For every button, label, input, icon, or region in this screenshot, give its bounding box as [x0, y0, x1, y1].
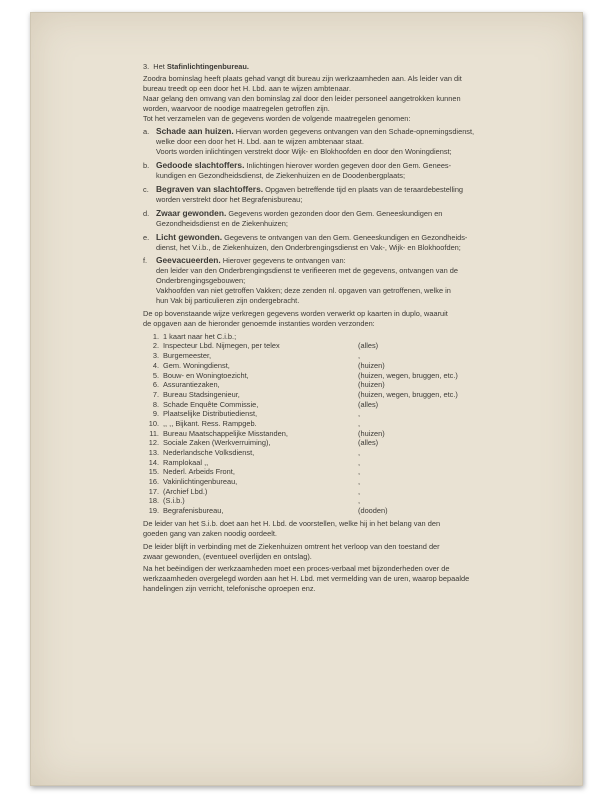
measure-line [156, 256, 555, 266]
section-title-prefix: Het [153, 62, 165, 71]
intro-line: worden, waarvoor de noodige maatregelen getroffen zijn. [143, 103, 330, 113]
recipient-row [143, 341, 555, 351]
recipient-scope: (dooden) [358, 506, 388, 516]
measure-heading: Zwaar gewonden. [156, 207, 227, 218]
recipient-number: 17. [148, 486, 159, 496]
recipient-row [143, 390, 555, 400]
measure-text: Onderbrengingsgebouwen; [156, 276, 246, 286]
recipient-name: 1 kaart naar het C.i.b.; [163, 331, 237, 341]
intro-line: Zoodra bominslag heeft plaats gehad vangt dit bureau zijn werkzaamheden aan. Als leider van dit [143, 73, 462, 83]
measure-item [143, 256, 555, 306]
recipient-number: 12. [148, 438, 159, 448]
recipient-number: 11. [149, 428, 159, 438]
recipient-number: 1. [152, 331, 159, 341]
measure-line [156, 266, 555, 276]
recipient-number: 9. [152, 409, 159, 419]
measure-letter: a. [143, 127, 150, 137]
measure-body [156, 256, 555, 306]
measure-item [143, 233, 555, 253]
distribution-intro [143, 309, 555, 329]
measure-text: welke door een door het H. Lbd. aan te wijzen ambtenaar staat. [156, 137, 364, 147]
recipient-scope: , [358, 467, 361, 477]
measure-text: Inlichtingen hierover worden gegeven door den Gem. Genees- [246, 161, 452, 171]
closing-line: goeden gang van zaken noodig oordeelt. [143, 528, 277, 538]
recipient-row [143, 419, 555, 429]
recipient-name: Nederl. Arbeids Front, [163, 467, 235, 477]
closing-paragraph [143, 519, 555, 539]
recipient-name: Bouw- en Woningtoezicht, [163, 370, 249, 380]
measure-item [143, 127, 555, 157]
section-heading [143, 62, 555, 72]
measure-text: den leider van den Onderbrengingsdienst te verifieeren met de gegevens, ontvangen van de [156, 266, 458, 276]
recipient-scope: (huizen, wegen, bruggen, etc.) [358, 370, 458, 380]
measure-body [156, 209, 555, 229]
measure-letter: d. [143, 208, 150, 218]
closing-line: De leider van het S.i.b. doet aan het H. Lbd. de voorstellen, welke hij in het belang van den [143, 518, 441, 528]
measure-text: kundigen en Gezondheidsdienst, de Ziekenhuizen en de Doodenbergplaats; [156, 171, 406, 181]
closing-paragraphs [143, 519, 555, 594]
measure-line [156, 286, 555, 296]
recipient-number: 15. [148, 467, 159, 477]
recipient-row [143, 371, 555, 381]
recipient-number: 4. [152, 360, 159, 370]
recipient-name: Begrafenisbureau, [163, 506, 224, 516]
measure-letter: b. [143, 161, 150, 171]
recipient-name: Inspecteur Lbd. Nijmegen, per telex [163, 341, 280, 351]
recipient-row [143, 400, 555, 410]
intro-paragraph [143, 74, 555, 124]
section-title: Stafinlichtingenbureau. [166, 62, 249, 71]
recipient-number: 6. [152, 380, 159, 390]
closing-paragraph [143, 542, 555, 562]
recipient-row [143, 429, 555, 439]
intro-line: bureau treedt op een door het H. Lbd. aan te wijzen ambtenaar. [143, 83, 351, 93]
recipient-row [143, 467, 555, 477]
closing-line: zwaar gewonden, (eventueel overlijden en ontslag). [143, 551, 312, 561]
measure-line [156, 185, 555, 195]
recipient-row [143, 380, 555, 390]
measure-item [143, 185, 555, 205]
closing-line: De leider blijft in verbinding met de Ziekenhuizen omtrent het verloop van den toestand der [143, 541, 440, 551]
recipient-scope: (huizen) [358, 428, 385, 438]
measure-letter: c. [143, 184, 149, 194]
measure-text: Gegevens worden gezonden door den Gem. Geneeskundigen en [228, 208, 443, 218]
recipient-row [143, 351, 555, 361]
recipient-scope: (huizen, wegen, bruggen, etc.) [358, 389, 458, 399]
recipient-name: Ramplokaal ,, [163, 457, 209, 467]
recipient-row [143, 361, 555, 371]
recipient-name: (S.i.b.) [163, 496, 185, 506]
measure-line [156, 137, 555, 147]
document-page [30, 12, 583, 786]
recipient-row [143, 506, 555, 516]
recipient-name: Assurantiezaken, [163, 380, 220, 390]
measure-line [156, 243, 555, 253]
recipient-number: 16. [148, 477, 159, 487]
recipient-number: 2. [152, 341, 159, 351]
measure-text: worden verstrekt door het Begrafenisbureau; [156, 194, 303, 204]
measure-text: Vakhoofden van niet getroffen Vakken; deze zenden nl. opgaven van getroffenen, welke in [156, 286, 451, 296]
recipient-name: Burgemeester, [163, 351, 212, 361]
recipient-scope: , [358, 418, 361, 428]
measure-line [156, 161, 555, 171]
measure-item [143, 161, 555, 181]
recipient-scope: , [358, 496, 361, 506]
recipient-scope: (huizen) [358, 380, 385, 390]
recipient-scope: , [358, 409, 361, 419]
recipient-scope: , [358, 457, 361, 467]
recipient-scope: , [358, 477, 361, 487]
measure-text: Hiervan worden gegevens ontvangen van den Schade-opnemingsdienst, [235, 127, 475, 137]
recipient-number: 19. [148, 506, 159, 516]
measure-item [143, 209, 555, 229]
measure-line [156, 219, 555, 229]
measure-line [156, 276, 555, 286]
recipient-scope: , [358, 486, 361, 496]
measure-text: hun Vak bij particulieren zijn ondergebracht. [156, 296, 300, 306]
recipient-number: 7. [152, 389, 159, 399]
measure-line [156, 195, 555, 205]
recipient-name: (Archief Lbd.) [163, 486, 208, 496]
measure-line [156, 127, 555, 137]
measure-text: Gegevens te ontvangen van den Gem. Geneeskundigen en Gezondheids- [224, 232, 468, 242]
recipient-number: 5. [152, 370, 159, 380]
measure-text: Hierover gegevens te ontvangen van: [222, 256, 346, 266]
recipient-scope: (alles) [358, 341, 379, 351]
recipient-name: Plaatselijke Distributiedienst, [163, 409, 258, 419]
document-text [143, 62, 555, 594]
intro-line: Tot het verzamelen van de gegevens worden de volgende maatregelen genomen: [143, 113, 411, 123]
recipient-name: Bureau Maatschappelijke Misstanden, [163, 428, 288, 438]
measure-line [156, 233, 555, 243]
intro-line: Naar gelang den omvang van den bominslag zal door den leider personeel aangetrokken kunnen [143, 93, 461, 103]
recipient-row [143, 496, 555, 506]
measure-body [156, 127, 555, 157]
measure-heading: Schade aan huizen. [156, 126, 234, 137]
recipient-name: Sociale Zaken (Werkverruiming), [163, 438, 271, 448]
recipient-number: 13. [148, 448, 159, 457]
measure-text: Voorts worden inlichtingen verstrekt door Wijk- en Blokhoofden en door den Woningdienst; [156, 147, 452, 157]
recipient-number: 8. [152, 399, 159, 409]
section-number: 3. [143, 62, 150, 71]
measure-line [156, 171, 555, 181]
recipient-scope: (alles) [358, 438, 379, 448]
recipient-name: ,, ,, Bijkant. Ress. Rampgeb. [163, 418, 257, 428]
recipient-name: Schade Enquête Commissie, [163, 399, 259, 409]
recipient-scope: , [358, 351, 361, 361]
recipient-row [143, 409, 555, 419]
recipient-row [143, 458, 555, 468]
measure-text: Opgaven betreffende tijd en plaats van de teraardebestelling [265, 184, 464, 194]
recipient-number: 10. [148, 418, 159, 428]
recipient-name: Bureau Stadsingenieur, [163, 389, 240, 399]
recipient-row [143, 448, 555, 458]
recipient-scope: , [358, 448, 361, 457]
recipient-name: Gem. Woningdienst, [163, 360, 230, 370]
measures-list [143, 127, 555, 306]
distribution-line: de opgaven aan de hieronder genoemde instanties worden verzonden: [143, 318, 375, 328]
recipient-number: 14. [148, 457, 159, 467]
recipient-row [143, 487, 555, 497]
recipient-scope: (alles) [358, 399, 379, 409]
measure-line [156, 209, 555, 219]
measure-letter: e. [143, 232, 150, 242]
measure-text: Gezondheidsdienst en de Ziekenhuizen; [156, 218, 288, 228]
recipient-name: Vakinlichtingenbureau, [163, 477, 238, 487]
recipient-row [143, 332, 555, 342]
recipient-row [143, 438, 555, 448]
recipient-row [143, 477, 555, 487]
recipient-number: 3. [152, 351, 159, 361]
measure-heading: Licht gewonden. [156, 231, 223, 242]
measure-body [156, 185, 555, 205]
recipient-name: Nederlandsche Volksdienst, [163, 448, 255, 457]
closing-paragraph [143, 564, 555, 594]
measure-text: dienst, het V.i.b., de Ziekenhuizen, den Onderbrengingsdienst en Vak-, Wijk- en Blokhoofden; [156, 242, 461, 252]
measure-line [156, 147, 555, 157]
distribution-line: De op bovenstaande wijze verkregen gegevens worden verwerkt op kaarten in duplo, waaruit [143, 308, 448, 318]
recipients-list [143, 332, 555, 516]
recipient-number: 18. [148, 496, 159, 506]
measure-heading: Gedoode slachtoffers. [156, 160, 245, 171]
measure-line [156, 296, 555, 306]
measure-letter: f. [143, 256, 148, 266]
closing-line: werkzaamheden overgelegd worden aan het H. Lbd. met vermelding van de uren, waarop bepaalde [143, 574, 470, 584]
measure-body [156, 161, 555, 181]
measure-heading: Begraven van slachtoffers. [156, 183, 264, 194]
closing-line: handelingen zijn verricht, telefonische oproepen enz. [143, 584, 316, 594]
closing-line: Na het beëindigen der werkzaamheden moet een proces-verbaal met bijzonderheden over de [143, 564, 450, 574]
measure-body [156, 233, 555, 253]
recipient-scope: (huizen) [358, 360, 385, 370]
measure-heading: Geevacueerden. [156, 255, 221, 266]
